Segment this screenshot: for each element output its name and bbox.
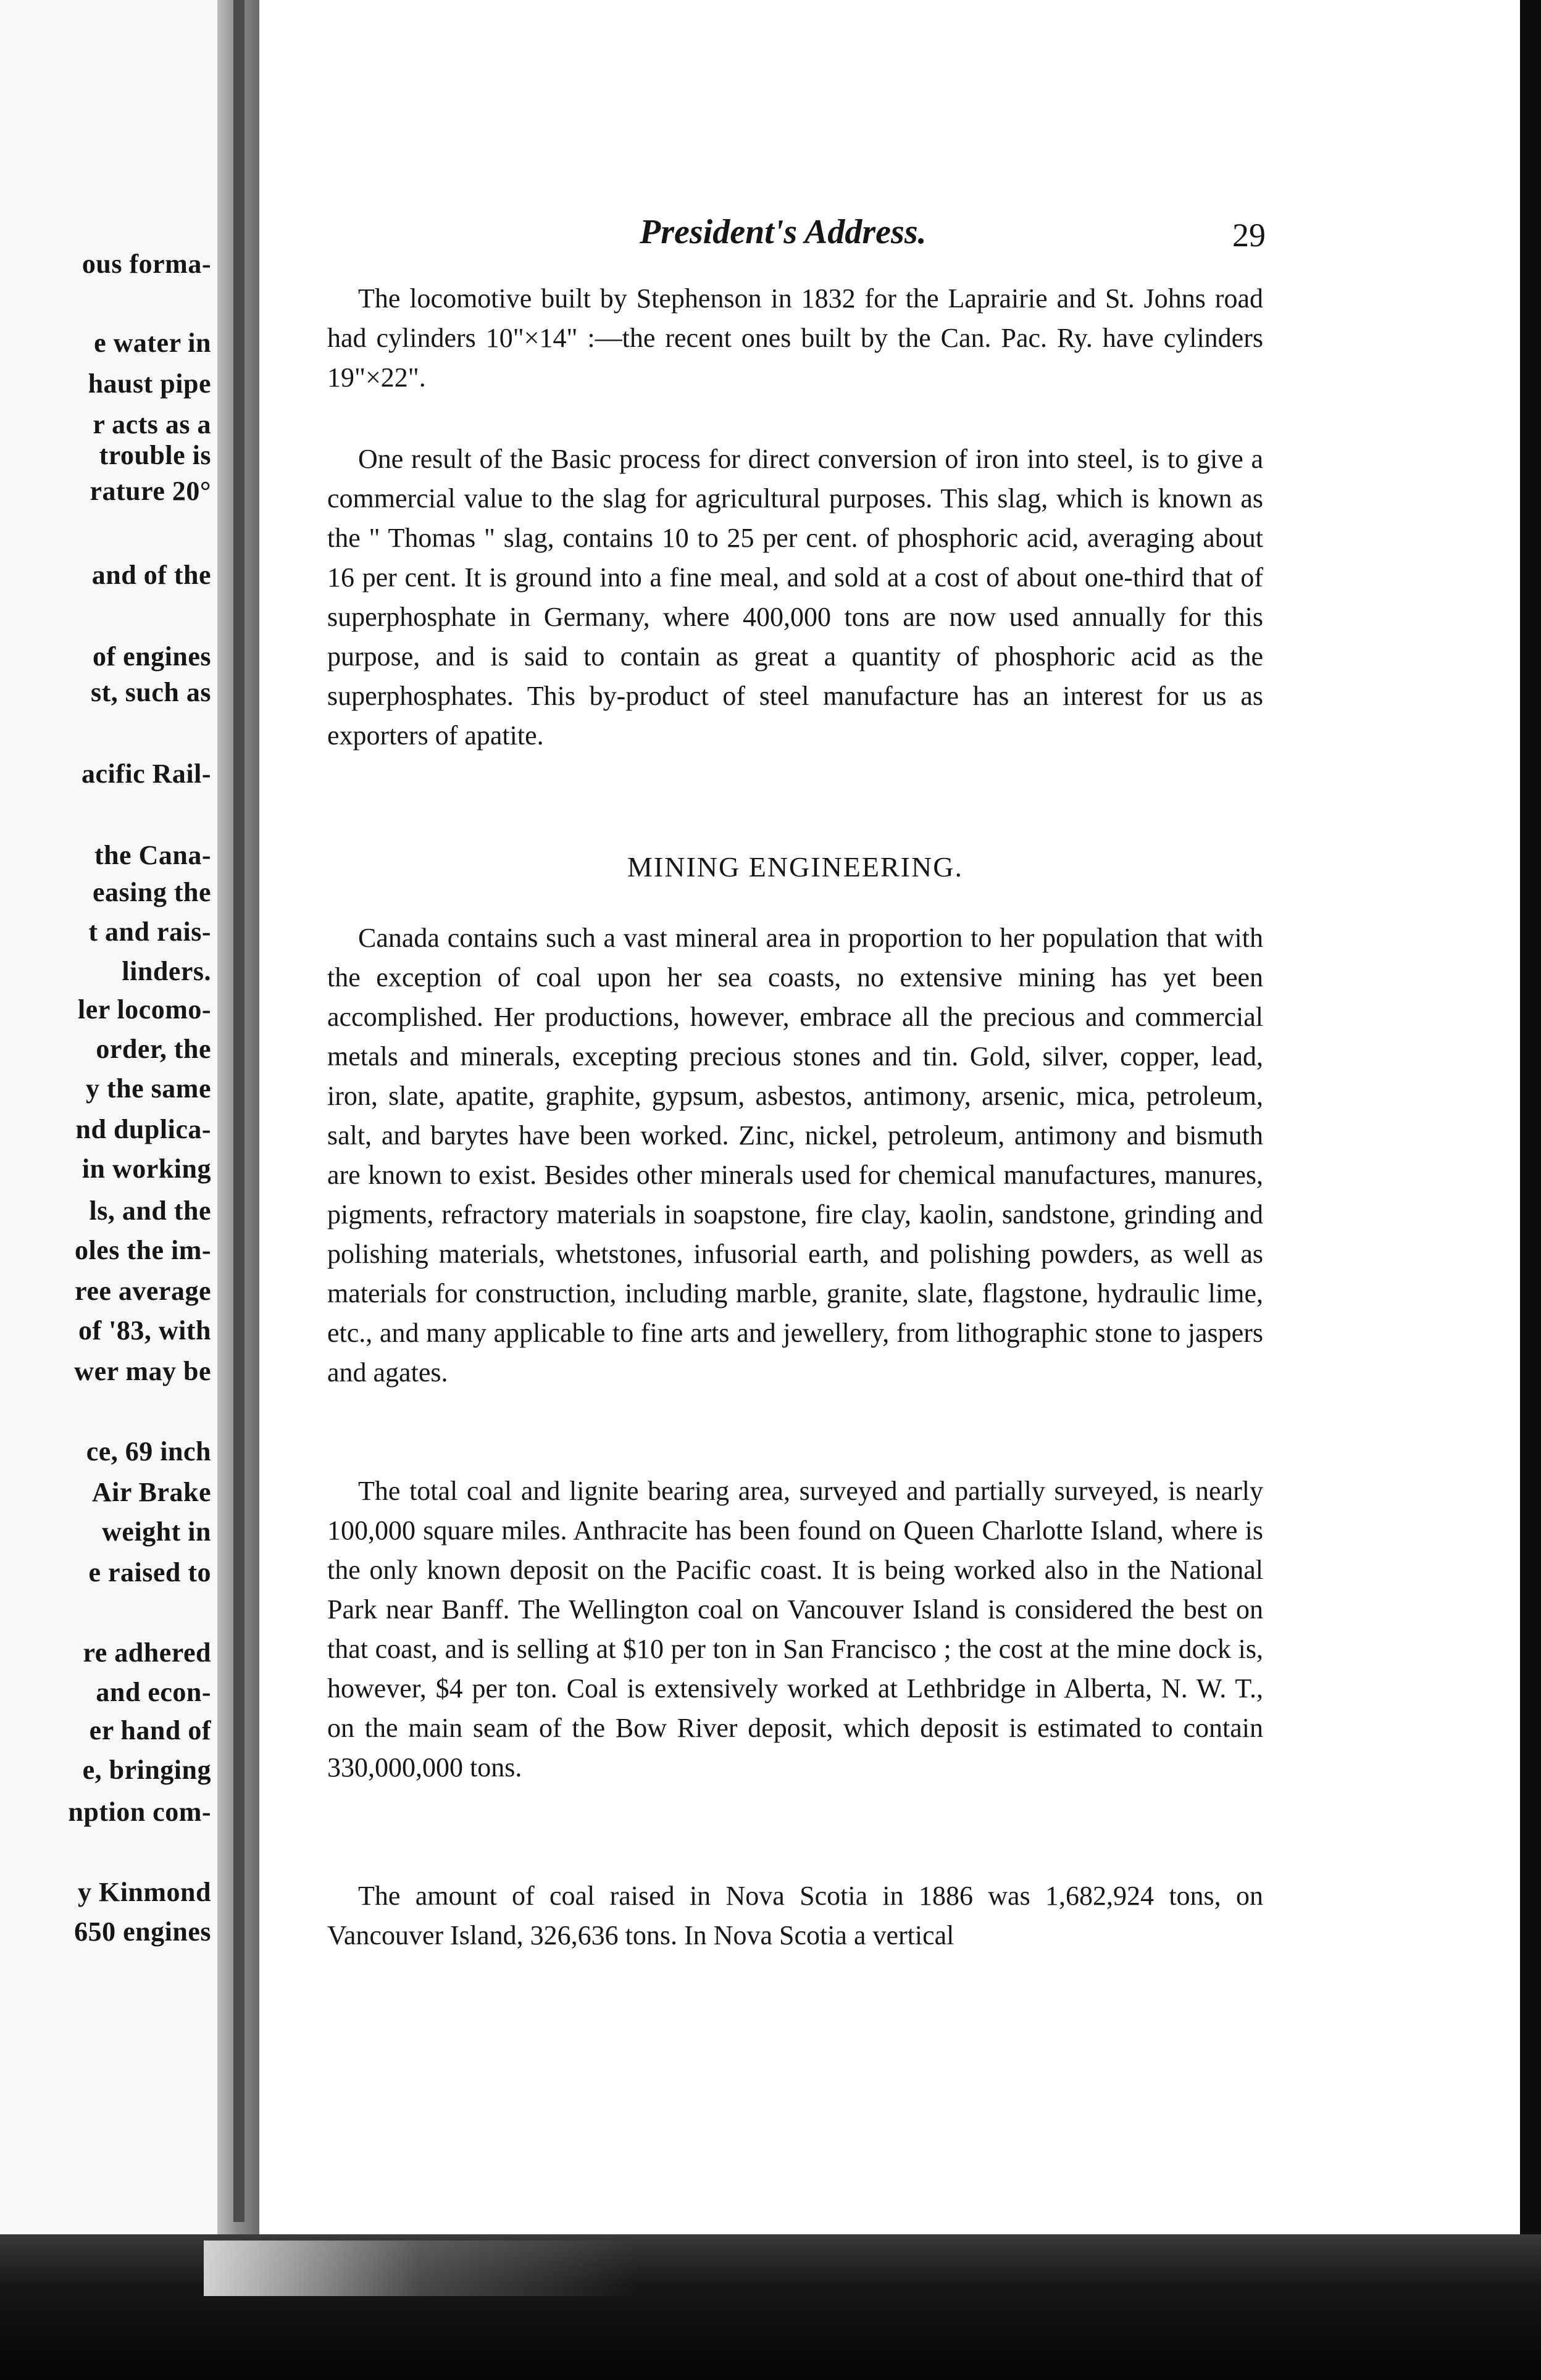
- left-page-line: oles the im-: [74, 1235, 211, 1265]
- left-page-line: 650 engines: [74, 1916, 211, 1947]
- scan-right-edge: [1520, 0, 1541, 2247]
- book-gutter-fold: [233, 0, 244, 2222]
- left-page-line: in working: [81, 1154, 211, 1184]
- left-page-line: er hand of: [89, 1715, 211, 1745]
- left-page-line: re adhered: [83, 1637, 211, 1668]
- left-page-line: e raised to: [88, 1557, 211, 1587]
- left-page-line: ls, and the: [89, 1196, 211, 1226]
- left-page-line: haust pipe: [88, 368, 211, 399]
- paragraph-coal-lignite: The total coal and lignite bearing area, surveyed and partially surveyed, is nearly 100,000 square miles. Anthracite has been found on Queen Charlotte Island, where is the only known deposit on the Pacific coast. It is being worked also in the National Park near Banff. The Wellington coal on Vancouver Island is considered the best on that coast, and is selling at $10 per ton in San Francisco ; the cost at the mine dock is, however, $4 per ton. Coal is extensively worked at Lethbridge in Alberta, N. W. T., on the main seam of the Bow River deposit, which deposit is estimated to contain 330,000,000 tons.: [327, 1476, 1263, 1783]
- left-page-line: ree average: [75, 1276, 211, 1306]
- paragraph-canada-minerals: Canada contains such a vast mineral area in proportion to her population that with the exception of coal upon her sea coasts, no extensive mining has yet been accomplished. Her productions, however, embrace all the precious and commercial metals and minerals, excepting precious stones and tin. Gold, silver, copper, lead, iron, slate, apatite, graphite, gypsum, asbestos, antimony, arsenic, mica, petroleum, salt, and barytes have been worked. Zinc, nickel, petroleum, antimony and bismuth are known to exist. Besides other minerals used for chemical manufactures, manures, pigments, refractory materials in soapstone, fire clay, kaolin, sandstone, grinding and polishing materials, whetstones, infusorial earth, and polishing powders, as well as materials for construction, including marble, granite, slate, flagstone, hydraulic lime, etc., and many applicable to fine arts and jewellery, from lithographic stone to jaspers and agates.: [327, 923, 1263, 1388]
- left-page-line: easing the: [93, 877, 211, 907]
- section-heading-mining-engineering: MINING ENGINEERING.: [627, 851, 963, 883]
- left-page-line: t and rais-: [88, 917, 211, 947]
- left-page-line: r acts as a: [93, 409, 211, 439]
- left-page-line: e water in: [94, 328, 211, 358]
- left-page-line: acific Rail-: [81, 759, 211, 789]
- left-page-line: st, such as: [91, 677, 211, 707]
- paragraph-basic-process: One result of the Basic process for direct conversion of iron into steel, is to give a commercial value to the slag for agricultural purposes. This slag, which is known as the " Thomas " slag, contains 10 to 25 per cent. of phosphoric acid, averaging about 16 per cent. It is ground into a fine meal, and sold at a cost of about one-third that of superphosphate in Germany, where 400,000 tons are now used annually for this purpose, and is said to contain as great a quantity of phosphoric acid as the superphosphates. This by-product of steel manufacture has an interest for us as exporters of apatite.: [327, 444, 1263, 751]
- left-page-line: y the same: [86, 1073, 211, 1104]
- left-page-line: weight in: [102, 1517, 211, 1547]
- paragraph-locomotive: The locomotive built by Stephenson in 1832 for the Laprairie and St. Johns road had cylinders 10"×14" :—the recent ones built by the Can. Pac. Ry. have cylinders 19"×22".: [327, 283, 1263, 393]
- left-page-line: the Cana-: [94, 840, 211, 870]
- left-page-line: Air Brake: [91, 1477, 211, 1507]
- left-page-line: e, bringing: [82, 1755, 211, 1785]
- left-page-line: trouble is: [99, 440, 211, 470]
- left-page-line: and of the: [91, 560, 211, 590]
- left-page-line: of '83, with: [78, 1315, 211, 1346]
- left-page-line: ous forma-: [81, 249, 211, 279]
- left-page-line: linders.: [122, 956, 211, 986]
- page-number: 29: [1232, 217, 1266, 254]
- left-page-line: ce, 69 inch: [86, 1436, 211, 1467]
- left-page-line: y Kinmond: [77, 1877, 211, 1907]
- left-page-line: ler locomo-: [77, 994, 211, 1025]
- left-page-line: nption com-: [68, 1797, 211, 1827]
- page-bottom-curl: [204, 2241, 636, 2296]
- left-page-line: and econ-: [96, 1677, 211, 1707]
- paragraph-nova-scotia-coal: The amount of coal raised in Nova Scotia in 1886 was 1,682,924 tons, on Vancouver Island, 326,636 tons. In Nova Scotia a vertical: [327, 1881, 1263, 1950]
- left-page-line: nd duplica-: [75, 1114, 211, 1144]
- running-header: President's Address.: [640, 213, 927, 251]
- left-page-line: rature 20°: [90, 476, 211, 506]
- left-page-line: of engines: [93, 641, 211, 672]
- left-page-fragment: [0, 0, 217, 2247]
- left-page-line: wer may be: [74, 1356, 211, 1386]
- left-page-line: order, the: [96, 1034, 211, 1064]
